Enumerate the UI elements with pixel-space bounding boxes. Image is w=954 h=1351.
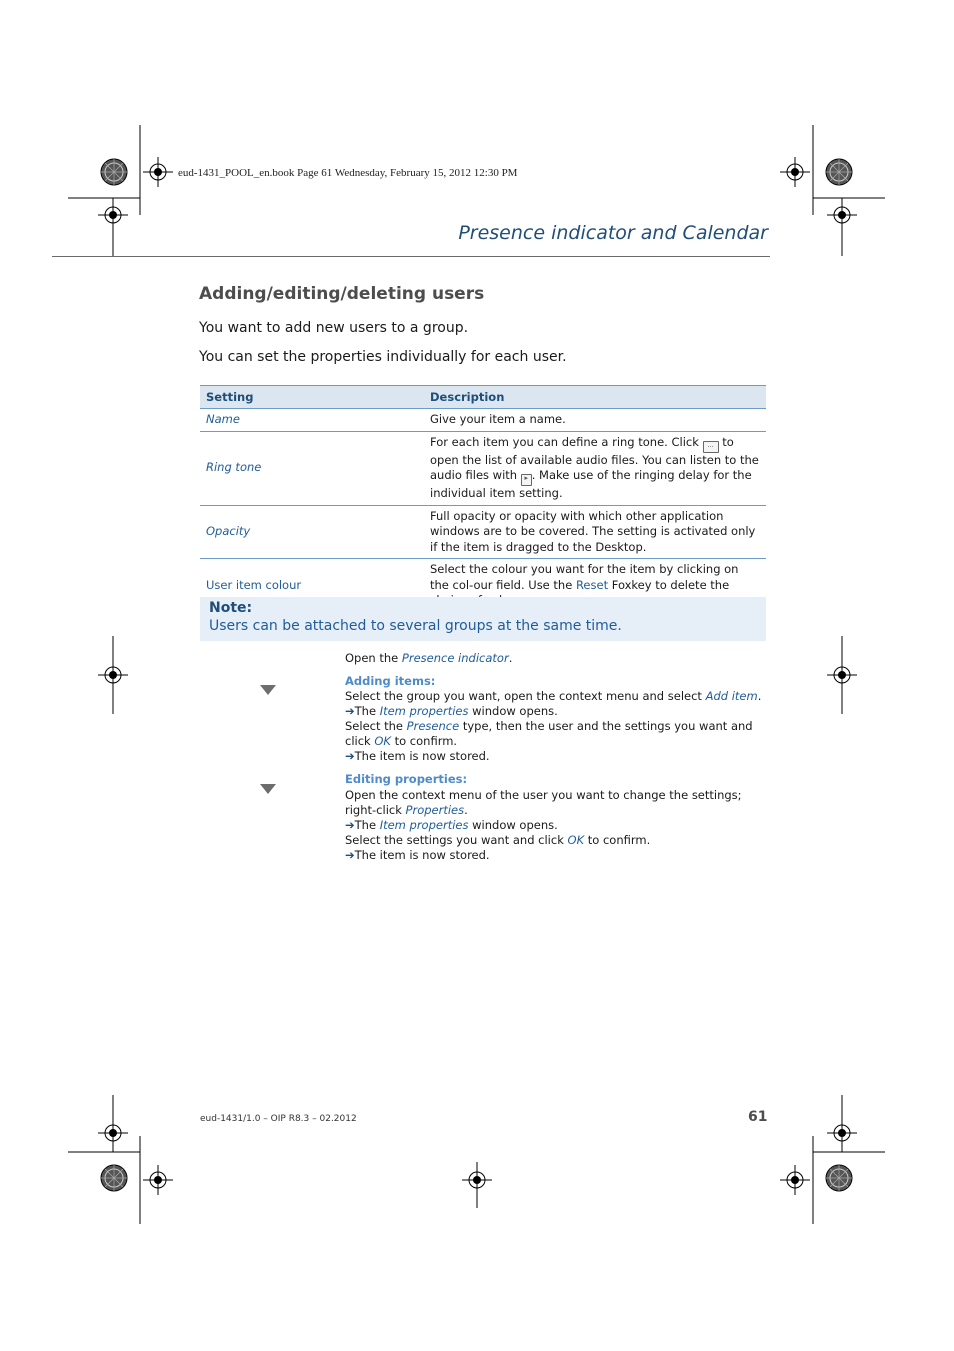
presence-indicator-link: Presence indicator [401, 651, 509, 665]
step-open-period: . [508, 651, 513, 665]
ring-tone-text-a: For each item you can define a ring tone. Click [430, 434, 699, 449]
ok-link: OK [374, 734, 391, 748]
note-title: Note: [209, 600, 253, 616]
column-header-description: Description [424, 386, 766, 409]
table-header-row [200, 386, 766, 409]
text: The [354, 704, 377, 718]
description-name: Give your item a name. [424, 409, 766, 432]
colour-text-a: Select the colour you want for the item by clicking on the col-our field. Use the [430, 562, 739, 592]
text: Select the settings you want and click [345, 833, 564, 847]
browse-button-icon: ... [703, 441, 719, 453]
table-row [200, 505, 766, 559]
triangle-down-icon [260, 685, 276, 695]
note-box [200, 597, 766, 641]
column-header-setting: Setting [200, 386, 424, 409]
text: The item is now stored. [354, 848, 490, 862]
text: The [354, 818, 377, 832]
ring-tone-text-c: . Make use of the ringing delay for the individual item setting. [430, 468, 752, 500]
play-button-icon: ▸ [521, 474, 532, 486]
editing-properties-steps [345, 788, 763, 863]
text: window opens. [472, 704, 558, 718]
section-title: Adding/editing/deleting users [199, 284, 485, 304]
table-row [200, 409, 766, 432]
arrow-right-icon: ➔ [345, 848, 355, 862]
adding-step-2 [345, 719, 763, 749]
text: Open the context menu of the user you want to change the settings; right-click [345, 788, 742, 817]
editing-result-1 [345, 818, 763, 833]
editing-properties-heading: Editing properties: [345, 772, 468, 786]
text: to confirm. [394, 734, 458, 748]
setting-user-item-colour: User item colour [200, 559, 424, 613]
footer-doc-id: eud-1431/1.0 – OIP R8.3 – 02.2012 [200, 1114, 357, 1124]
add-item-link: Add item [705, 689, 758, 703]
adding-items-steps [345, 689, 763, 764]
reset-foxkey-label: Reset [575, 577, 609, 592]
note-text: Users can be attached to several groups at the same time. [209, 618, 622, 634]
editing-result-2 [345, 848, 763, 863]
setting-name: Name [200, 409, 424, 432]
editing-step-1 [345, 788, 763, 818]
step-open [345, 651, 763, 666]
colour-text-b: Foxkey to delete the [611, 577, 730, 592]
ok-link: OK [567, 833, 585, 847]
adding-step-1 [345, 689, 763, 704]
arrow-right-icon: ➔ [345, 704, 355, 718]
table-row [200, 431, 766, 505]
adding-result-2 [345, 749, 763, 764]
text: window opens. [472, 818, 558, 832]
settings-table [200, 385, 766, 613]
page-number: 61 [748, 1109, 768, 1125]
item-properties-link: Item properties [379, 704, 469, 718]
text: The item is now stored. [354, 749, 490, 763]
arrow-right-icon: ➔ [345, 818, 355, 832]
adding-result-1 [345, 704, 763, 719]
setting-ring-tone: Ring tone [200, 431, 424, 505]
running-head: Presence indicator and Calendar [458, 222, 768, 244]
adding-items-heading: Adding items: [345, 674, 436, 688]
intro-line-1: You want to add new users to a group. [199, 320, 469, 336]
header-rule [52, 256, 770, 257]
setting-opacity: Opacity [200, 505, 424, 559]
properties-link: Properties [405, 803, 465, 817]
text: type, then the user and the settings you want and click [345, 719, 753, 748]
text: Select the [345, 719, 404, 733]
print-header: eud-1431_POOL_en.book Page 61 Wednesday, February 15, 2012 12:30 PM [178, 167, 518, 179]
triangle-down-icon [260, 784, 276, 794]
text: . [757, 689, 762, 703]
arrow-right-icon: ➔ [345, 749, 355, 763]
item-properties-link: Item properties [379, 818, 469, 832]
editing-step-2 [345, 833, 763, 848]
text: to confirm. [587, 833, 651, 847]
intro-line-2: You can set the properties individually for each user. [199, 349, 567, 365]
description-opacity: Full opacity or opacity with which other application windows are to be covered. The setting is activated only if the item is dragged to the Desktop. [424, 505, 766, 559]
ring-tone-text-b: to open the list of available audio files. You can listen to the audio files with [430, 434, 759, 482]
text: Select the group you want, open the context menu and select [345, 689, 702, 703]
step-open-text: Open the [345, 651, 399, 665]
text: . [464, 803, 468, 817]
presence-link: Presence [406, 719, 460, 733]
description-ring-tone [424, 431, 766, 505]
